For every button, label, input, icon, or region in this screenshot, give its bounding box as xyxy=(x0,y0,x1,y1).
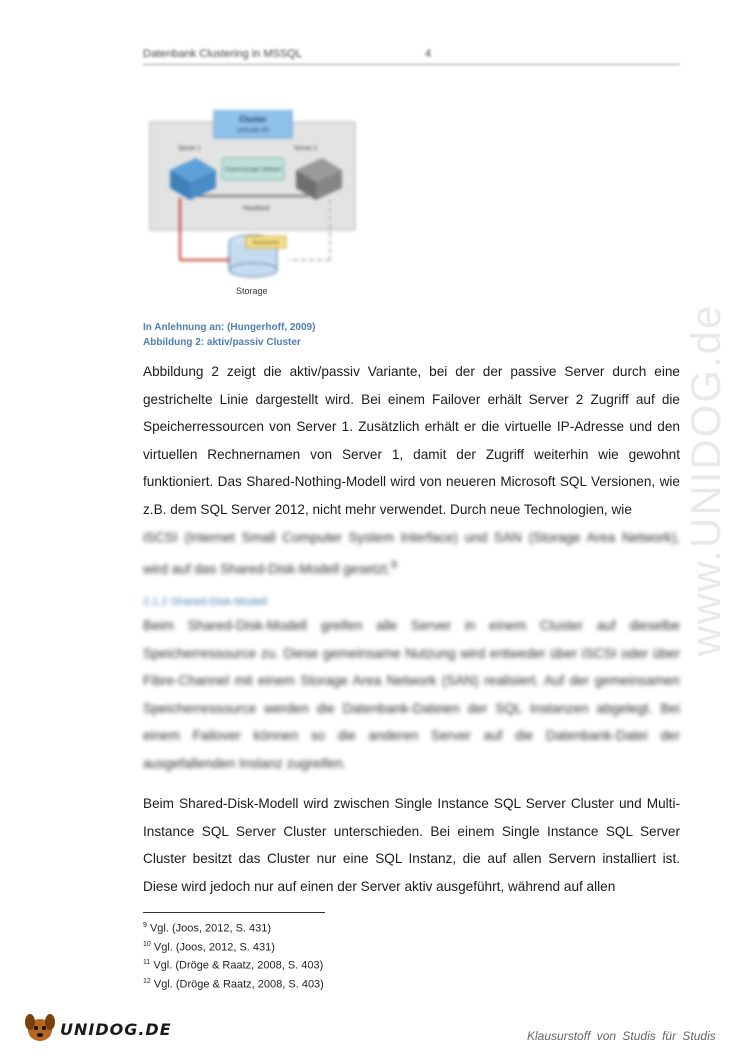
footnote-separator xyxy=(143,912,325,913)
unidog-logo xyxy=(22,1010,172,1046)
watermark: www.UNIDOG.de xyxy=(682,303,729,657)
paragraph-3: Beim Shared-Disk-Modell wird zwischen Single Instance SQL Server Cluster und Multi-Instance SQL Server Cluster unterschieden. Bei einem Single Instance SQL Server Cluster besitzt das Cluster nur eine SQL Instanz, die auf allen Servern installiert ist. Diese wird jedoch nur auf einen der Server aktiv ausgeführt, während auf allen xyxy=(143,796,680,894)
paragraph-1-blurred xyxy=(143,524,680,583)
clustermanager-label: Clustermanager Software xyxy=(224,167,282,173)
footnote: $^{10}$ Vgl. (Joos, 2012, S. 431) xyxy=(143,940,275,954)
resources-label: Ressourcen xyxy=(252,240,280,246)
storage-label: Storage xyxy=(236,286,268,296)
page-number: 4 xyxy=(425,48,432,60)
footer-tagline: Klausurstoff von Studis für Studis xyxy=(527,1029,716,1043)
page-header xyxy=(143,46,680,65)
figure-caption: Abbildung 2: aktiv/passiv Cluster xyxy=(143,337,301,348)
paragraph-2-blurred: Beim Shared-Disk-Modell greifen alle Server in einem Cluster auf dieselbe Speicherressource zu. Diese gemeinsame Nutzung wird entweder über iSCSI oder über Fibre-Channel mit einem Storage Area Network (SAN) realisiert. Auf der gemeinsamen Speicherressource werden die Datenbank-Dateien der SQL Instanzen abgelegt. Bei einem Failover können so die anderen Server auf die Datenbank-Datei der ausgefallenden Instanz zugreifen. xyxy=(143,618,680,771)
server1-label: Server 1 xyxy=(178,146,201,152)
cluster-diagram xyxy=(148,110,358,300)
dog-icon xyxy=(22,1010,58,1044)
paragraph-1-blurred-text: iSCSI (Internet Small Computer System Interface) und SAN (Storage Area Network), wird auf das Shared-Disk-Modell gesetzt. xyxy=(143,530,680,577)
paragraph-1: Abbildung 2 zeigt die aktiv/passiv Variante, bei der der passive Server durch eine gestrichelte Linie dargestellt wird. Bei einem Failover erhält Server 2 Zugriff auf die Speicherressourcen von Server 1. Zusätzlich erhält er die virtuelle IP-Adresse und den virtuellen Rechnernamen von Server 1, damit der Zugriff weiterhin wie gewohnt funktioniert. Das Shared-Nothing-Modell wird von neueren Microsoft SQL Versionen, wie z.B. dem SQL Server 2012, nicht mehr verwendet. Durch neue Technologien, wie xyxy=(143,364,680,517)
cluster-sublabel: (virtuelle IP) xyxy=(236,128,270,134)
footnote: $^9$ Vgl. (Joos, 2012, S. 431) xyxy=(143,922,272,935)
footnote: $^{12}$ Vgl. (Dröge & Raatz, 2008, S. 403) xyxy=(143,977,324,991)
footnote: $^{11}$ Vgl. (Dröge & Raatz, 2008, S. 403) xyxy=(143,959,324,972)
footnote-ref-9: 9 xyxy=(390,558,398,571)
header-title: Datenbank Clustering in MSSQL xyxy=(143,48,302,60)
figure-source: In Anlehnung an: (Hungerhoff, 2009) xyxy=(143,322,316,333)
heartbeat-label: Heartbeat xyxy=(243,206,270,212)
logo-text: UNIDOG.DE xyxy=(60,1020,172,1039)
cluster-label: Cluster xyxy=(239,115,267,124)
section-heading: 2.1.2 Shared-Disk-Modell xyxy=(143,596,268,608)
footnotes xyxy=(143,918,324,993)
server2-label: Server 2 xyxy=(294,146,317,152)
